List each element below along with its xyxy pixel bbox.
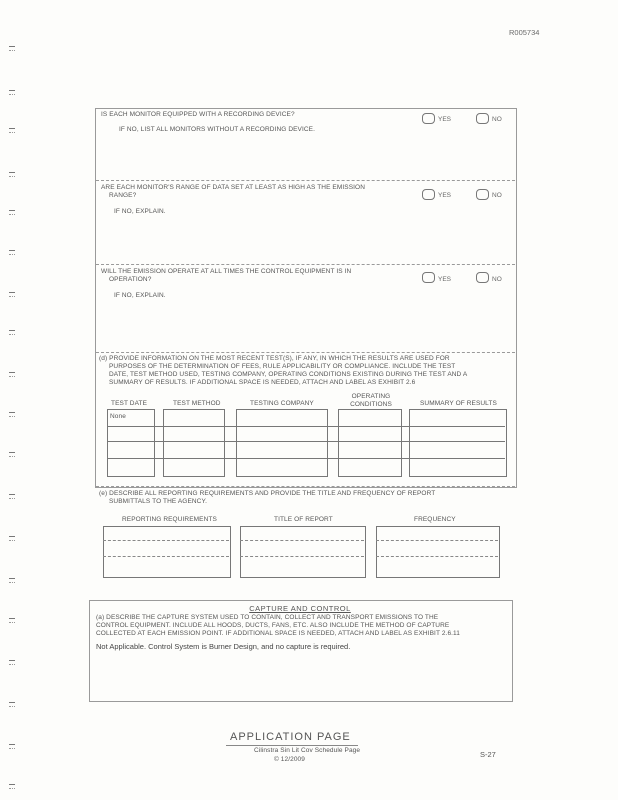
footer-subtitle: Cilinstra Sin Lit Cov Schedule Page [254, 747, 361, 754]
test-method-header: TEST METHOD [173, 400, 221, 407]
range-yes-checkbox[interactable] [422, 189, 435, 200]
range-instruction: IF NO, EXPLAIN. [114, 208, 166, 215]
operating-conditions-header: OPERATING CONDITIONS [350, 393, 392, 408]
reporting-line1: (e) DESCRIBE ALL REPORTING REQUIREMENTS AND PROVIDE THE TITLE AND FREQUENCY OF REPORT [99, 490, 436, 497]
application-page-title: APPLICATION PAGE [230, 731, 351, 743]
page-number: S-27 [480, 750, 496, 759]
recording-no-label: NO [492, 116, 502, 123]
capture-answer: Not Applicable. Control System is Burner Design, and no capture is required. [96, 642, 351, 651]
testing-company-header: TESTING COMPANY [250, 400, 314, 407]
test-date-value: None [110, 413, 126, 420]
recording-instruction: IF NO, LIST ALL MONITORS WITHOUT A RECORDING DEVICE. [119, 126, 316, 133]
range-no-checkbox[interactable] [476, 189, 489, 200]
range-question-line2: RANGE? [109, 192, 137, 199]
report-title-header: TITLE OF REPORT [274, 516, 333, 523]
monitor-recording-question: IS EACH MONITOR EQUIPPED WITH A RECORDING DEVICE? [101, 111, 295, 118]
capture-instruction-line2: CONTROL EQUIPMENT. INCLUDE ALL HOODS, DUCTS, FANS, ETC. ALSO INCLUDE THE METHOD OF CAPTURE [96, 622, 450, 629]
test-date-header: TEST DATE [111, 400, 148, 407]
operation-question-line2: OPERATION? [109, 276, 152, 283]
document-id: R005734 [509, 28, 540, 37]
range-no-label: NO [492, 192, 502, 199]
range-yes-label: YES [438, 192, 452, 199]
test-info-line3: DATE, TEST METHOD USED, TESTING COMPANY, OPERATING CONDITIONS EXISTING DURING THE TEST AND A [109, 371, 468, 378]
section-divider [96, 180, 515, 181]
section-divider [96, 352, 515, 353]
summary-results-column-box[interactable] [409, 409, 507, 477]
test-method-column-box[interactable] [163, 409, 225, 477]
range-question-line1: ARE EACH MONITOR'S RANGE OF DATA SET AT LEAST AS HIGH AS THE EMISSION [101, 184, 365, 191]
test-info-line2: PURPOSES OF THE DETERMINATION OF FEES, RULE APPLICABILITY OR COMPLIANCE. INCLUDE THE TEST [109, 363, 456, 370]
footer-underline [226, 745, 358, 746]
section-divider [96, 486, 515, 487]
test-info-line1: (d) PROVIDE INFORMATION ON THE MOST RECENT TEST(S), IF ANY, IN WHICH THE RESULTS ARE USED FOR [99, 355, 450, 362]
report-title-box[interactable] [240, 526, 366, 578]
frequency-header: FREQUENCY [414, 516, 456, 523]
recording-no-checkbox[interactable] [476, 113, 489, 124]
test-info-line4: SUMMARY OF RESULTS. IF ADDITIONAL SPACE IS NEEDED, ATTACH AND LABEL AS EXHIBIT 2.6 [109, 379, 416, 386]
operating-conditions-column-box[interactable] [338, 409, 402, 477]
capture-instruction-line1: (a) DESCRIBE THE CAPTURE SYSTEM USED TO CONTAIN, COLLECT AND TRANSPORT EMISSIONS TO THE [96, 614, 439, 621]
operation-no-checkbox[interactable] [476, 272, 489, 283]
operation-no-label: NO [492, 276, 502, 283]
section-divider [96, 264, 515, 265]
frequency-box[interactable] [376, 526, 500, 578]
recording-yes-label: YES [438, 116, 452, 123]
capture-control-title: CAPTURE AND CONTROL [249, 604, 351, 613]
recording-yes-checkbox[interactable] [422, 113, 435, 124]
testing-company-column-box[interactable] [236, 409, 328, 477]
summary-results-header: SUMMARY OF RESULTS [420, 400, 497, 407]
operation-question-line1: WILL THE EMISSION OPERATE AT ALL TIMES THE CONTROL EQUIPMENT IS IN [101, 268, 352, 275]
capture-instruction-line3: COLLECTED AT EACH EMISSION POINT. IF ADDITIONAL SPACE IS NEEDED, ATTACH AND LABEL AS EXHIBIT 2.6.11 [96, 630, 461, 637]
operation-yes-checkbox[interactable] [422, 272, 435, 283]
operation-instruction: IF NO, EXPLAIN. [114, 292, 166, 299]
reporting-line2: SUBMITTALS TO THE AGENCY. [109, 498, 207, 505]
reporting-requirements-box[interactable] [103, 526, 231, 578]
operation-yes-label: YES [438, 276, 452, 283]
footer-date: © 12/2009 [274, 756, 305, 763]
reporting-requirements-header: REPORTING REQUIREMENTS [122, 516, 217, 523]
